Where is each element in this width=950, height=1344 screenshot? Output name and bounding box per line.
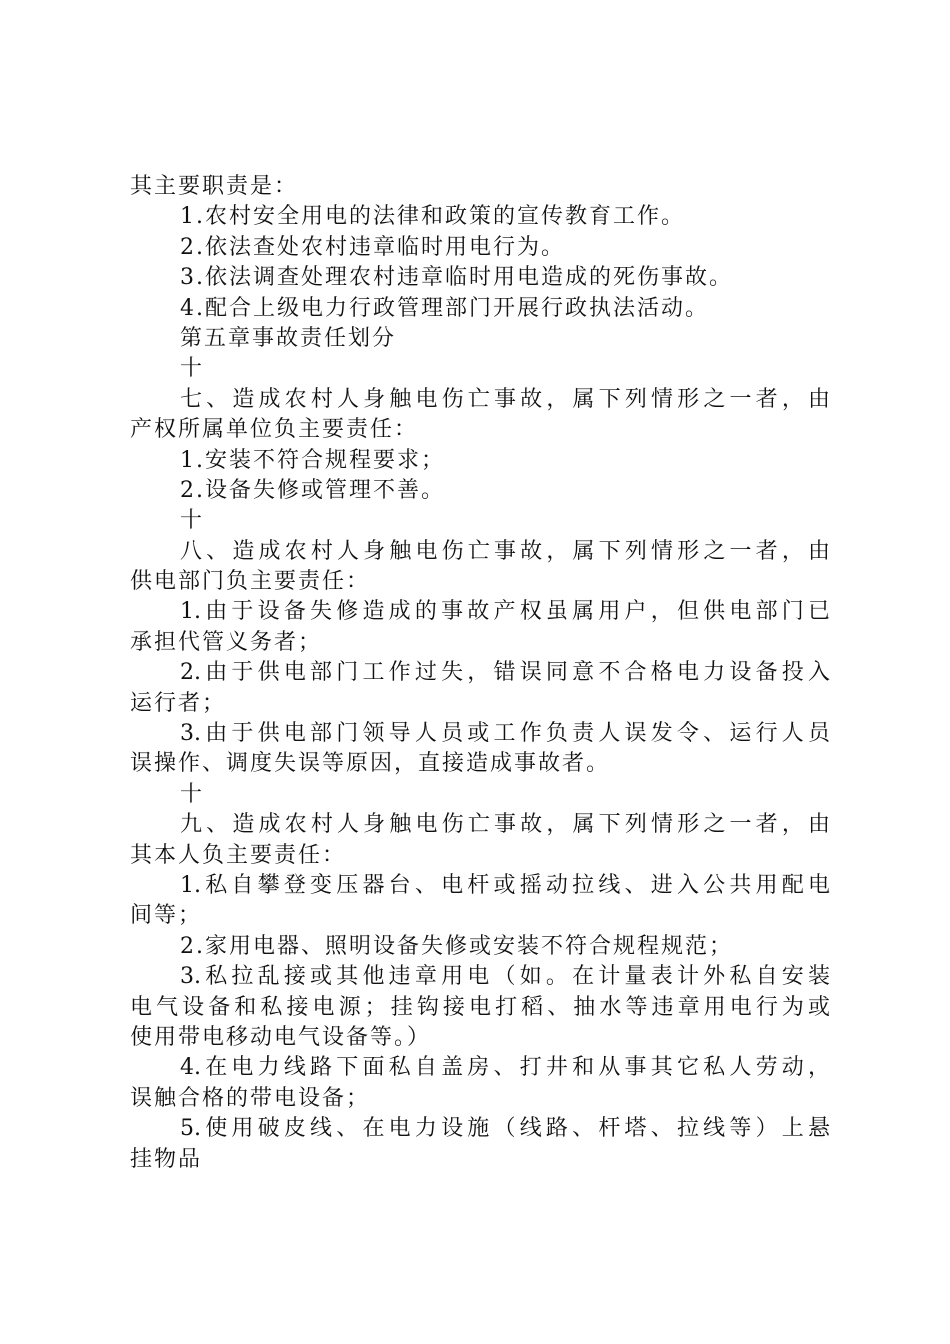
text-line: 供电部门负主要责任： [130,569,371,595]
text-line: 第五章事故责任划分 [180,325,397,351]
text-line: 1.由于设备失修造成的事故产权虽属用户，但供电部门已 [180,599,830,625]
text-line: 其本人负主要责任： [130,842,347,868]
text-line: 误操作、调度失误等原因，直接造成事故者。 [130,751,611,777]
text-line: 3.由于供电部门领导人员或工作负责人误发令、运行人员 [180,721,830,747]
text-line: 误触合格的带电设备； [130,1085,371,1111]
text-line: 电气设备和私接电源；挂钩接电打稻、抽水等违章用电行为或 [130,994,830,1020]
text-line: 1.私自攀登变压器台、电杆或摇动拉线、进入公共用配电 [180,872,830,898]
text-line: 产权所属单位负主要责任： [130,417,419,443]
text-line: 4.在电力线路下面私自盖房、打井和从事其它私人劳动， [180,1055,830,1081]
text-line: 间等； [130,903,203,929]
text-line: 3.私拉乱接或其他违章用电（如。在计量表计外私自安装 [180,964,830,990]
text-line: 1.安装不符合规程要求； [180,447,445,473]
text-line: 使用带电移动电气设备等。） [130,1024,432,1050]
text-line: 承担代管义务者； [130,629,323,655]
text-line: 其主要职责是： [130,174,299,199]
document-body [130,172,830,1175]
text-line: 七、造成农村人身触电伤亡事故，属下列情形之一者，由 [180,386,830,412]
text-line: 3.依法调查处理农村违章临时用电造成的死伤事故。 [180,265,733,291]
text-line: 5.使用破皮线、在电力设施（线路、杆塔、拉线等）上悬 [180,1116,830,1142]
text-line: 运行者； [130,690,227,716]
text-line: 4.配合上级电力行政管理部门开展行政执法活动。 [180,295,709,321]
text-line: 八、造成农村人身触电伤亡事故，属下列情形之一者，由 [180,538,830,564]
text-line: 2.设备失修或管理不善。 [180,477,445,503]
text-line: 1.农村安全用电的法律和政策的宣传教育工作。 [180,204,685,230]
text-line: 十 [180,356,205,382]
text-line: 九、造成农村人身触电伤亡事故，属下列情形之一者，由 [180,812,830,838]
text-line: 2.家用电器、照明设备失修或安装不符合规程规范； [180,933,733,959]
text-line: 2.由于供电部门工作过失，错误同意不合格电力设备投入 [180,660,830,686]
text-line: 十 [180,508,205,534]
text-line: 2.依法查处农村违章临时用电行为。 [180,234,565,260]
text-line: 挂物品 [130,1146,203,1172]
text-line: 十 [180,781,205,807]
